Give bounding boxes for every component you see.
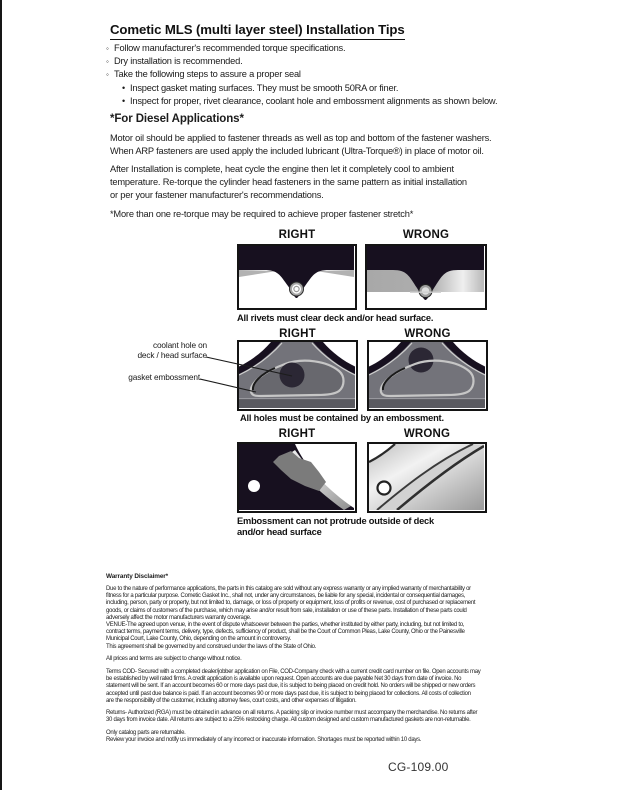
protrusion-wrong-illustration	[369, 444, 484, 510]
text-line: including, person, party or property, but not limited to, damage, or loss of property or equipment, loss of profits or revenue, cost of purchased or replacement	[106, 600, 476, 607]
bullet-text: Follow manufacturer's recommended torque specifications.	[114, 43, 346, 53]
warranty-heading: Warranty Disclaimer*	[106, 573, 169, 580]
warranty-paragraph	[106, 586, 475, 622]
rivet-wrong-illustration	[367, 246, 484, 307]
text-line: statement will be sent. If an account becomes 60 or more days past due, it is subject to being placed on credit hold. No orders will be shipped or new orders	[106, 683, 476, 690]
protrusion-right-illustration	[239, 444, 354, 510]
warranty-paragraph	[106, 622, 465, 651]
rivet-right-illustration	[239, 246, 354, 307]
bullet-icon: •	[122, 82, 125, 93]
bullet-icon: •	[122, 95, 125, 106]
text-line: All holes must be contained by an embossment.	[240, 413, 444, 423]
list-item	[106, 68, 497, 81]
warranty-paragraph	[106, 710, 477, 724]
text-line: goods, or claims of customers of the purchase, which may arise and/or result from sale, installation or use of these parts. Installation of these parts could	[106, 607, 467, 614]
diesel-paragraph-1	[110, 132, 491, 158]
rivet-wrong-graphic	[365, 244, 487, 310]
diagram-caption	[240, 413, 444, 424]
text-line: are the responsibility of the customer, including attorney fees, court costs, and other expenses of litigation.	[106, 697, 357, 704]
diagram-rivet-clearance	[237, 229, 489, 325]
wrong-label: WRONG	[402, 229, 450, 241]
wrong-label: WRONG	[403, 428, 451, 440]
text-line: Review your invoice and notify us immediately of any incorrect or inaccurate information. Shortages must be reported within 10 days.	[106, 737, 422, 744]
protrusion-right-graphic	[237, 442, 357, 513]
bullet-text: Dry installation is recommended.	[114, 56, 243, 67]
warranty-paragraph	[106, 730, 421, 744]
list-item	[122, 82, 497, 95]
text-line: accepted until past due balance is paid. If an account becomes 90 or more days past due, it is subject to being placed for collections. All costs of collection	[106, 690, 471, 697]
text-line: VENUE-The agreed upon venue, in the event of dispute whatsoever between the parties, whether instituted by either party, including, but not limited to,	[106, 622, 465, 628]
text-line: Only catalog parts are returnable.	[106, 730, 186, 736]
bullet-icon: ◦	[106, 44, 109, 53]
right-label: RIGHT	[278, 229, 316, 241]
protrusion-wrong-graphic	[367, 442, 487, 513]
coolant-hole-annotation	[110, 341, 207, 360]
annotation-leader-lines	[200, 344, 380, 414]
warranty-paragraph	[106, 656, 242, 663]
text-line: All rivets must clear deck and/or head surface.	[237, 313, 434, 323]
embossment-wrong-illustration	[369, 342, 485, 408]
list-item	[106, 42, 497, 55]
list-item	[122, 95, 497, 108]
retorque-note: *More than one re-torque may be required to achieve proper fastener stretch*	[110, 209, 414, 219]
page-title: Cometic MLS (multi layer steel) Installation Tips	[110, 22, 405, 40]
text-line: be established by well rated firms. A credit application is available upon request. Open accounts are due payable Net 30 days from date of invoice. No	[106, 676, 462, 683]
text-line: When ARP fasteners are used apply the included lubricant (Ultra-Torque®) in place of motor oil.	[110, 146, 484, 157]
bullet-icon: ◦	[106, 57, 109, 67]
wrong-label: WRONG	[404, 328, 451, 340]
bullet-text: Inspect for proper, rivet clearance, coolant hole and embossment alignments as shown below.	[130, 95, 498, 106]
diagram-hole-embossment	[110, 326, 510, 426]
diagram-caption	[237, 516, 434, 538]
page-code: CG-109.00	[388, 760, 449, 774]
text-line: Terms COD- Secured with a completed dealer/jobber application on File, COD-Company check with a current credit card number on file. Open accounts may	[106, 669, 481, 675]
text-line: or per your fastener manufacturer's recommendations.	[110, 190, 324, 201]
bullet-icon: ◦	[106, 70, 109, 80]
gasket-embossment-annotation: gasket embossment	[128, 372, 200, 382]
page-left-rule	[0, 0, 2, 790]
text-line: After Installation is complete, heat cycle the engine then let it completely cool to ambient	[110, 164, 454, 174]
bullet-text: Inspect gasket mating surfaces. They must be smooth 50RA or finer.	[130, 82, 399, 93]
text-line: Motor oil should be applied to fastener threads as well as top and bottom of the fastener washers.	[110, 133, 492, 143]
text-line: Municipal Court, Lake County, Ohio, depending on the amount in controversy.	[106, 636, 291, 643]
text-line: contract terms, payment terms, delivery, type, defects, sufficiency of product, shall be the Court of Common Pleas, Lake County, Ohio or the Painesville	[106, 629, 465, 636]
text-line: All prices and terms are subject to change without notice.	[106, 656, 242, 662]
diesel-paragraph-2	[110, 163, 467, 203]
diagram-caption	[237, 313, 433, 324]
bullet-text: Take the following steps to assure a proper seal	[114, 69, 301, 80]
tips-bullet-list	[106, 42, 497, 108]
text-line: Due to the nature of performance applications, the parts in this catalog are sold without any express warranty or any implied warranty of merchantability or	[106, 586, 471, 592]
list-item	[106, 55, 497, 68]
text-line: Embossment can not protrude outside of deck	[237, 516, 434, 526]
diesel-section-heading: *For Diesel Applications*	[110, 113, 244, 125]
text-line: temperature. Re-torque the cylinder head fasteners in the same pattern as initial installation	[110, 177, 467, 188]
warranty-paragraph	[106, 669, 480, 705]
diagram-embossment-protrusion	[237, 428, 489, 540]
text-line: adversely affect the motor manufacturers warranty coverage.	[106, 614, 252, 621]
embossment-wrong-graphic	[367, 340, 488, 411]
text-line: and/or head surface	[237, 527, 322, 538]
text-line: Returns- Authorized (RGA) must be obtained in advance on all returns. A packing slip or invoice number must accompany the merchandise. No returns after	[106, 710, 478, 716]
right-label: RIGHT	[278, 428, 316, 440]
rivet-right-graphic	[237, 244, 357, 310]
text-line: fitness for a particular purpose. Cometic Gasket Inc., shall not, under any circumstances, be liable for any special, incidental or consequential damages,	[106, 593, 466, 600]
text-line: 30 days from invoice date. All returns are subject to a 25% restocking charge. All custom designed and custom manufactured gaskets are non-returnable.	[106, 717, 471, 724]
right-label: RIGHT	[279, 328, 316, 340]
text-line: deck / head surface	[137, 349, 207, 360]
text-line: coolant hole on	[152, 340, 207, 350]
text-line: This agreement shall be governed by and construed under the laws of the State of Ohio.	[106, 643, 317, 650]
